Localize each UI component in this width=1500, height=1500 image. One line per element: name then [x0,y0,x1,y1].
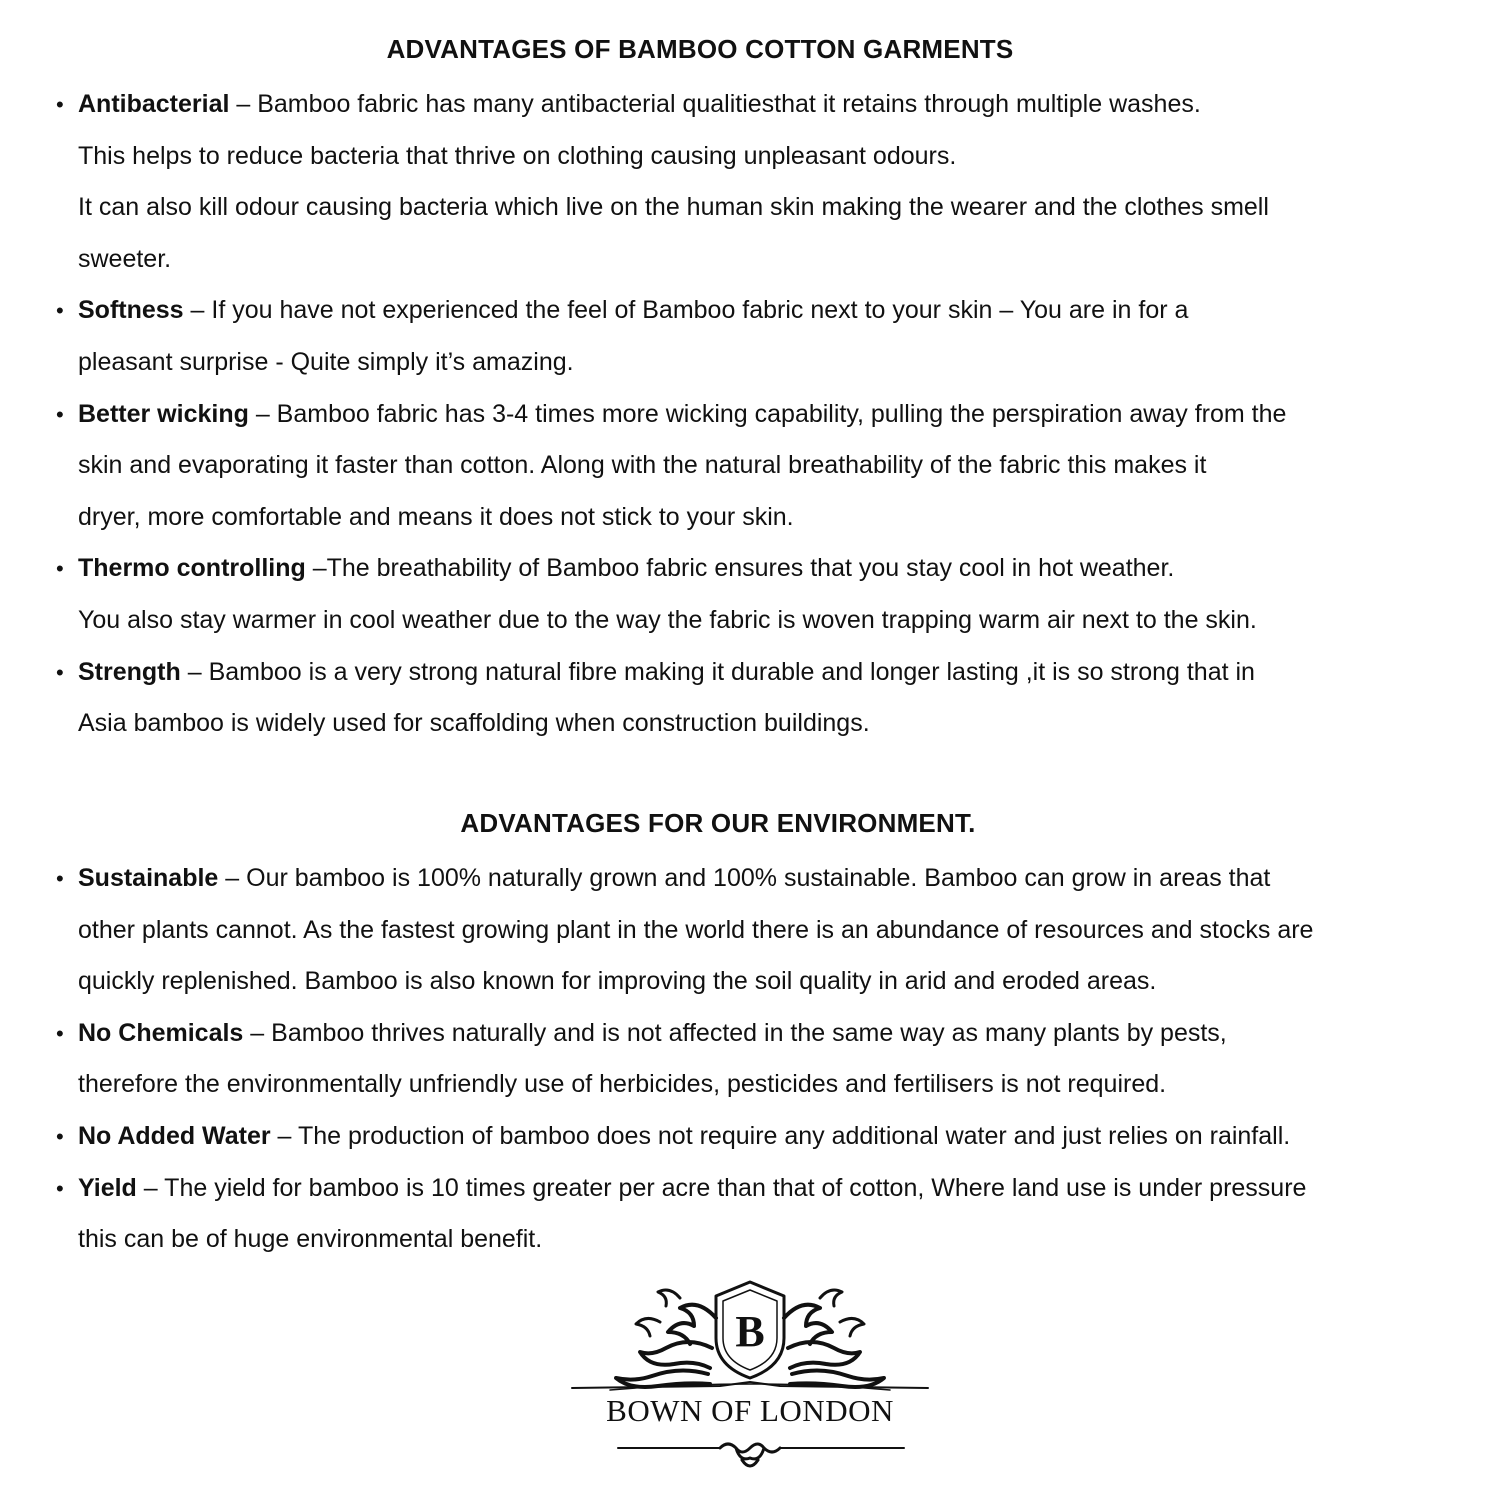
item-text: quickly replenished. Bamboo is also known for improving the soil quality in arid and eroded areas. [78,967,1157,996]
item-term: No Added Water [78,1121,271,1150]
item-term: Strength [78,657,181,686]
item-text: This helps to reduce bacteria that thrive on clothing causing unpleasant odours. [78,141,957,170]
section-heading-garments: ADVANTAGES OF BAMBOO COTTON GARMENTS [386,34,1014,64]
item-line [78,543,1286,595]
item-text: – Our bamboo is 100% naturally grown and 100% sustainable. Bamboo can grow in areas that [218,864,1271,892]
list-item [56,285,1286,388]
bullet-icon: • [56,1123,64,1149]
item-text: – The production of bamboo does not require any additional water and just relies on rainfall. [270,1121,1291,1150]
item-text: pleasant surprise - Quite simply it’s amazing. [78,347,574,376]
list-item [56,853,1313,1008]
item-line [78,956,1313,1008]
bullet-icon: • [56,556,64,582]
item-term: Antibacterial [78,90,230,118]
item-text: –The breathability of Bamboo fabric ensures that you stay cool in hot weather. [305,554,1175,583]
list-item [56,543,1286,646]
bullet-icon: • [56,401,64,427]
item-line [78,905,1313,957]
item-text: – Bamboo fabric has many antibacterial qualitiesthat it retains through multiple washes. [229,90,1201,118]
item-line [78,337,1286,389]
item-text: It can also kill odour causing bacteria which live on the human skin making the wearer and the clothes smell [78,193,1269,222]
item-line [78,698,1286,750]
list-item [56,647,1286,750]
brand-name: BOWN OF LONDON [606,1393,894,1428]
item-line [78,79,1286,131]
item-line [78,440,1286,492]
list-item [56,79,1286,285]
item-line [78,285,1286,337]
environment-advantages-list [56,853,1313,1266]
item-text: – The yield for bamboo is 10 times greater per acre than that of cotton, Where land use is under pressure [136,1173,1307,1202]
item-text: sweeter. [78,244,172,273]
list-item [56,1111,1313,1163]
item-term: Yield [78,1173,137,1202]
bown-of-london-logo [570,1278,930,1488]
item-line [78,182,1286,234]
item-line [78,853,1313,905]
item-text: You also stay warmer in cool weather due to the way the fabric is woven trapping warm air next to the skin. [78,605,1257,634]
section-heading-environment: ADVANTAGES FOR OUR ENVIRONMENT. [460,808,976,838]
item-text: other plants cannot. As the fastest growing plant in the world there is an abundance of resources and stocks are [78,915,1314,944]
bullet-icon: • [56,92,64,117]
bottom-ornament-icon [720,1444,780,1466]
list-item [56,1008,1313,1111]
item-line [78,1059,1313,1111]
item-term: Better wicking [78,399,249,428]
bullet-icon: • [56,298,64,324]
bullet-icon: • [56,866,64,891]
item-term: Thermo controlling [78,554,306,583]
list-item [56,389,1286,544]
item-text: Asia bamboo is widely used for scaffolding when construction buildings. [78,709,870,738]
garment-advantages-list [56,79,1286,750]
list-item [56,1163,1313,1266]
item-line [78,647,1286,699]
item-text: this can be of huge environmental benefit. [78,1225,543,1254]
bullet-icon: • [56,1020,64,1046]
item-term: No Chemicals [78,1018,244,1047]
item-text: – Bamboo is a very strong natural fibre making it durable and longer lasting ,it is so strong that in [180,657,1255,686]
item-text: – If you have not experienced the feel of Bamboo fabric next to your skin – You are in for a [183,296,1189,325]
item-line [78,1111,1313,1163]
bullet-icon: • [56,1175,64,1201]
item-line [78,1214,1313,1266]
item-line [78,389,1286,441]
item-term: Sustainable [78,864,219,892]
item-text: – Bamboo fabric has 3-4 times more wicking capability, pulling the perspiration away from the [248,399,1287,428]
item-line [78,595,1286,647]
item-text: – Bamboo thrives naturally and is not affected in the same way as many plants by pests, [243,1018,1227,1047]
item-line [78,131,1286,183]
item-line [78,1008,1313,1060]
item-text: dryer, more comfortable and means it does not stick to your skin. [78,502,794,531]
crest-monogram: B [735,1307,765,1356]
item-line [78,492,1286,544]
item-term: Softness [78,296,184,325]
item-text: therefore the environmentally unfriendly use of herbicides, pesticides and fertilisers is not required. [78,1070,1167,1099]
item-text: skin and evaporating it faster than cotton. Along with the natural breathability of the fabric this makes it [78,451,1207,480]
bullet-icon: • [56,659,64,685]
item-line [78,234,1286,286]
item-line [78,1163,1313,1215]
